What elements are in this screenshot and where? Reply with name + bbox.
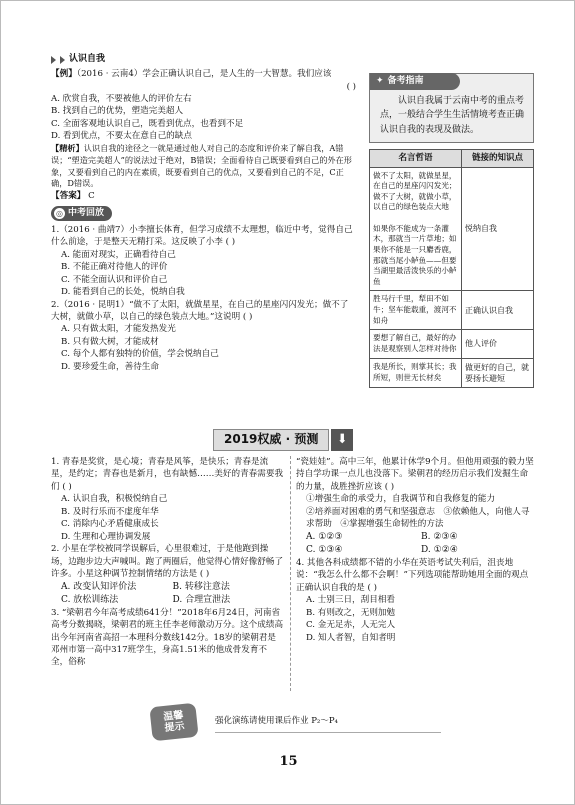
option-b: B. 找到自己的优势，塑造完美超人 bbox=[51, 106, 184, 117]
left-column bbox=[51, 53, 356, 373]
option-d: D. 知人者智，自知者明 bbox=[306, 632, 396, 643]
statement-item: ②培养面对困难的勇气和坚强意志 ③依赖他人，向他人寻求帮助 ④掌握增强生命韧性的方法 bbox=[306, 506, 530, 530]
reminder-badge bbox=[149, 703, 198, 742]
question-paren: ( ) bbox=[62, 481, 72, 492]
column-divider bbox=[290, 456, 291, 691]
option-d: D. 看到优点，不要太在意自己的缺点 bbox=[51, 131, 192, 142]
option-d: D. 能看到自己的长处，悦纳自我 bbox=[61, 287, 185, 298]
review-q2 bbox=[51, 299, 356, 374]
option-a: A. 能面对现实，正确看待自己 bbox=[61, 249, 176, 260]
option-b: B. 及时行乐而不虚度年华 bbox=[61, 506, 159, 517]
tip-title: 备考指南 bbox=[387, 76, 424, 86]
page-number: 15 bbox=[279, 754, 298, 769]
option-a: A. 改变认知评价法 bbox=[61, 581, 137, 592]
table-cell-point: 正确认识自我 bbox=[462, 291, 534, 330]
example-label: 【例】 bbox=[51, 69, 77, 80]
tip-heading bbox=[370, 73, 460, 90]
analysis-label: 【精析】 bbox=[51, 142, 84, 153]
table-row bbox=[370, 330, 534, 358]
table-cell-quote: 我是所长，则掌其长；我所短，则世无长材矣 bbox=[370, 358, 462, 387]
example-paren: ( ) bbox=[346, 81, 356, 92]
predict-q1 bbox=[51, 456, 284, 543]
quotes-table bbox=[369, 149, 534, 388]
option-d: D. 生理和心理协调发展 bbox=[61, 531, 151, 542]
option-a: A. ①②③ bbox=[306, 531, 343, 542]
table-cell-point: 他人评价 bbox=[462, 330, 534, 358]
option-b: B. 只有做大树，才能成材 bbox=[61, 336, 159, 347]
question-stem: 2. 小星在学校被同学误解后，心里很难过，于是他跑到操场，边跑步边大声喊叫。跑了两圈后，他觉得心情好像舒畅了许多。小星这种调节控制情绪的方法是 bbox=[51, 544, 284, 580]
footer-note bbox=[151, 706, 441, 738]
lightbulb-icon: ✦ bbox=[376, 76, 384, 86]
option-c: C. 不能全面认识和评价自己 bbox=[61, 274, 168, 285]
option-a: A. 认识自我，积极悦纳自己 bbox=[61, 494, 168, 505]
review-q1 bbox=[51, 224, 356, 299]
question-stem: “瓷娃娃”。高中三年，他累计休学9个月。但他用顽强的毅力坚持自学功课一点儿也没落下。梁朝君的经历启示我们发掘生命的力量，战胜挫折应该 bbox=[296, 457, 534, 492]
section-title: 认识自我 bbox=[69, 54, 106, 64]
column-header: 链接的知识点 bbox=[462, 150, 534, 167]
question-paren: ( ) bbox=[199, 569, 210, 580]
example-block bbox=[51, 68, 356, 203]
option-d: D. ①②④ bbox=[421, 544, 458, 555]
predict-q4 bbox=[296, 557, 536, 644]
question-paren: ( ) bbox=[225, 237, 236, 248]
option-a: A. 欣赏自我，不要被他人的评价左右 bbox=[51, 93, 192, 104]
option-b: B. 不能正确对待他人的评价 bbox=[61, 262, 168, 273]
option-c: C. ①③④ bbox=[306, 544, 343, 555]
triangle-icon bbox=[51, 56, 56, 64]
option-c: C. 金无足赤，人无完人 bbox=[306, 620, 396, 631]
table-cell-quote: 做不了太阳，就做星星，在自己的星座闪闪发光；做不了大树，就做小草，以自己的绿色装点大地 如果你不能成为一条灌木，那就当一片草地；如果你不能是一只麝香鹿，那就当尾小鲈鱼——但要当湖里最活泼快乐的小鲈鱼 bbox=[370, 167, 462, 291]
question-stem: 1. 青春是奖赏，是心境；青春是风筝，是快乐；青春是流星，是约定；青春也是新月，也有缺憾……美好的青春需要我们 bbox=[51, 457, 284, 492]
question-stem: 2.（2016 · 昆明1）“做不了太阳，就做星星，在自己的星座闪闪发光；做不了大树，就做小草，以自己的绿色装点大地。”这说明 bbox=[51, 299, 349, 322]
option-c: C. 全面客观地认识自己，既看到优点，也看到不足 bbox=[51, 118, 244, 129]
question-paren: ( ) bbox=[242, 312, 253, 322]
option-row bbox=[296, 544, 536, 557]
answer-label: 【答案】 bbox=[51, 191, 86, 202]
table-row bbox=[370, 167, 534, 291]
column-header: 名言哲语 bbox=[370, 150, 462, 167]
arrow-down-icon: ⬇ bbox=[331, 429, 353, 451]
table-header-row bbox=[370, 150, 534, 167]
question-stem: 1.（2016 · 曲靖7）小李擅长体育，但学习成绩不太理想，临近中考，觉得自己什么前途，于是整天无精打采。这反映了小李 bbox=[51, 224, 353, 248]
table-cell-point: 悦纳自我 bbox=[462, 167, 534, 291]
answer-value: C bbox=[88, 191, 95, 202]
badge-line: 温馨 bbox=[162, 710, 184, 724]
predict-q3-part2 bbox=[296, 456, 536, 557]
option-c: C. 放松训练法 bbox=[61, 594, 119, 605]
question-paren: ( ) bbox=[367, 582, 377, 593]
option-a: A. 士别三日，刮目相看 bbox=[306, 595, 396, 606]
review-icon: ◎ bbox=[54, 208, 65, 219]
option-d: D. 要珍爱生命，善待生命 bbox=[61, 361, 159, 372]
predict-q2 bbox=[51, 543, 284, 606]
prediction-banner bbox=[213, 429, 363, 451]
table-cell-point: 做更好的自己，就要扬长避短 bbox=[462, 358, 534, 387]
option-row bbox=[51, 581, 284, 594]
section-heading bbox=[51, 53, 356, 66]
predict-q3-part1 bbox=[51, 607, 284, 669]
option-row bbox=[296, 531, 536, 544]
table-row bbox=[370, 291, 534, 330]
table-cell-quote: 要想了解自己，最好的办法是观察别人怎样对待你 bbox=[370, 330, 462, 358]
badge-line: 提示 bbox=[164, 720, 186, 734]
option-b: B. 有则改之，无则加勉 bbox=[306, 607, 396, 618]
option-c: C. 消除内心矛盾健康成长 bbox=[61, 519, 159, 530]
tip-text: 认识自我属于云南中考的重点考点，一般结合学生生活情境考查正确认识自我的表现及做法。 bbox=[380, 96, 525, 135]
right-column bbox=[369, 73, 534, 388]
table-row bbox=[370, 358, 534, 387]
statement-item: ①增强生命的承受力，自我调节和自我修复的能力 bbox=[306, 494, 496, 505]
option-a: A. 只有做太阳，才能发热发光 bbox=[61, 324, 176, 335]
example-stem: （2016 · 云南4）学会正确认识自己，是人生的一大智慧。我们应该 bbox=[76, 69, 332, 80]
prediction-left bbox=[51, 456, 284, 669]
option-d: D. 合理宣泄法 bbox=[172, 594, 231, 605]
review-heading bbox=[51, 206, 112, 221]
question-stem: 3. “梁朝君今年高考成绩641分！”2018年6月24日，河南省高考分数揭晓，梁朝君的班主任李老师激动万分。这个成绩高出今年河南省高招一本理科分数线142分。18岁的梁朝君是邓州市第一高中317班学生，身高1.51米的他成骨发育不全，俗称 bbox=[51, 607, 284, 668]
banner-title: 2019权威 · 预测 bbox=[213, 429, 329, 451]
triangle-icon bbox=[60, 56, 65, 64]
footer-text: 强化演练请使用课后作业 P₂～P₄ bbox=[215, 711, 441, 732]
option-c: C. 每个人都有独特的价值，学会悦纳自己 bbox=[61, 349, 219, 360]
analysis-text: 认识自我的途径之一就是通过他人对自己的态度和评价来了解自我，A错误；“塑造完美超人”的说法过于绝对，B错误；全面看待自己既要看到自己的外在形象，又要看到自己的内在素质，既要看到自己的优点，又要看到自己的不足，C正确，D错误。 bbox=[51, 142, 352, 189]
table-cell-quote: 胜马行千里，犁田不如牛；坚车能载重，渡河不如舟 bbox=[370, 291, 462, 330]
tip-box bbox=[369, 73, 534, 143]
review-title: 中考回放 bbox=[68, 207, 105, 218]
prediction-right bbox=[296, 456, 536, 644]
option-row bbox=[51, 594, 284, 607]
question-stem: 4. 其他各科成绩都不错的小华在英语考试失利后，沮丧地说：“我怎么什么都不会啊！”下列选项能帮助她用全面的观点正确认识自我的是 bbox=[296, 557, 529, 593]
option-b: B. ②③④ bbox=[421, 531, 458, 542]
question-paren: ( ) bbox=[384, 481, 395, 492]
option-b: B. 转移注意法 bbox=[172, 581, 230, 592]
